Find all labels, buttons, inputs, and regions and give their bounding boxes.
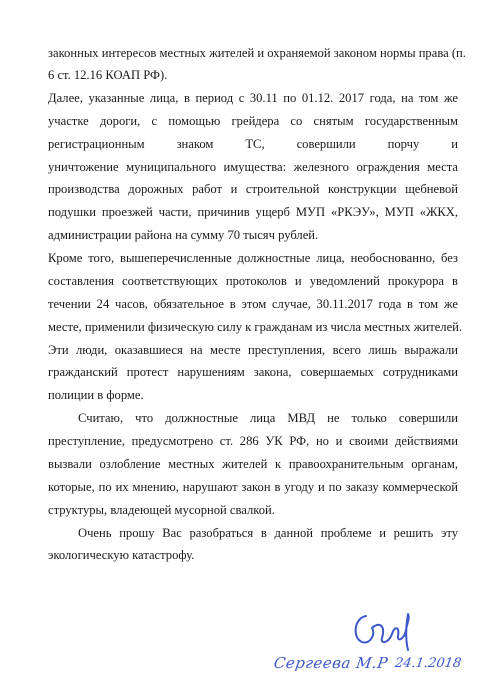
text-line: производства дорожных работ и строительной конструкции щебневой: [48, 182, 458, 196]
text-line: Далее, указанные лица, в период с 30.11 по 01.12. 2017 года, на том же: [48, 91, 458, 105]
text-line: Эти люди, оказавшиеся на месте преступления, всего лишь выражали: [48, 343, 458, 357]
text-line: администрации района на сумму 70 тысяч рублей.: [48, 228, 319, 242]
handwritten-name: Сергеева М.Р: [272, 654, 390, 672]
text-line: 6 ст. 12.16 КОАП РФ).: [48, 68, 168, 82]
text-line: которые, по их мнению, нарушают закон в угоду и по заказу коммерческой: [48, 480, 458, 494]
text-line: Считаю, что должностные лица МВД не только совершили: [78, 411, 458, 425]
text-line: структуры, владеющей мусорной свалкой.: [48, 503, 275, 517]
handwritten-date: 24.1.2018: [393, 656, 463, 671]
text-line: составления соответствующих протоколов и уведомлений прокурора в: [48, 274, 458, 288]
text-line: месте, применили физическую силу к гражданам из числа местных жителей.: [48, 320, 463, 334]
text-line: Кроме того, вышеперечисленные должностные лица, необоснованно, без: [48, 251, 458, 265]
text-line: преступление, предусмотрено ст. 286 УК РФ, но и своими действиями: [48, 434, 458, 448]
text-line: полиции в форме.: [48, 388, 144, 402]
text-line: подушки проезжей части, причинив ущерб МУП «РКЭУ», МУП «ЖКХ,: [48, 205, 458, 219]
text-line: гражданский протест нарушениям закона, совершаемых сотрудниками: [48, 365, 458, 379]
text-line: Очень прошу Вас разобраться в данной проблеме и решить эту: [78, 526, 458, 540]
text-line: вызвали озлобление местных жителей к правоохранительным органам,: [48, 457, 458, 471]
text-line: экологическую катастрофу.: [48, 548, 195, 562]
text-line: течении 24 часов, обязательное в этом случае, 30.11.2017 года в том же: [48, 297, 458, 311]
signature-mark: [348, 604, 420, 654]
text-line: регистрационным знаком ТС, совершили порчу и: [48, 137, 458, 151]
text-line: законных интересов местных жителей и охраняемой законом нормы права (п.: [48, 46, 466, 60]
text-line: участке дороги, с помощью грейдера со снятым государственным: [48, 114, 458, 128]
text-line: уничтожение муниципального имущества: железного ограждения места: [48, 160, 458, 174]
